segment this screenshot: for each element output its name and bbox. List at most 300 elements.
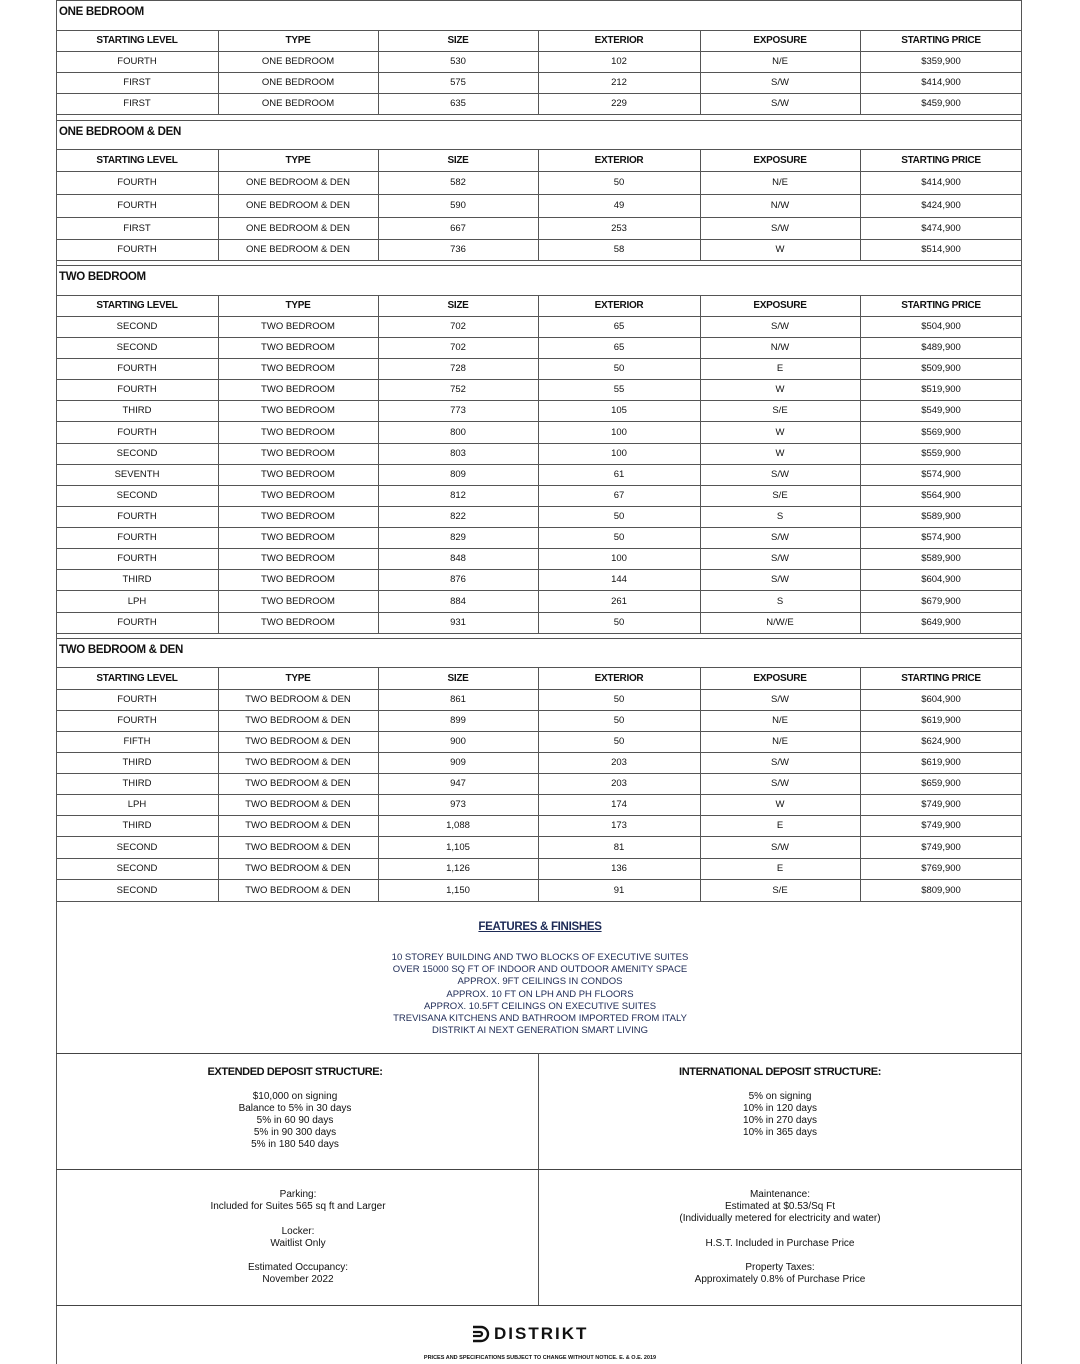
exterior-cell: 50: [613, 715, 625, 726]
column-header-exposure: EXPOSURE: [753, 300, 807, 311]
international-deposit-list: [635, 1091, 925, 1139]
starting-price-cell: $564,900: [921, 490, 961, 501]
column-header-exterior: EXTERIOR: [594, 672, 644, 684]
table-row: [56, 569, 1022, 590]
size-cell: 635: [450, 98, 466, 109]
table-row: [56, 72, 1022, 93]
starting-level-cell: THIRD: [122, 405, 152, 416]
starting-price-cell: $414,900: [921, 177, 961, 188]
starting-price-cell: $769,900: [921, 863, 961, 874]
starting-price-cell: $514,900: [921, 244, 961, 255]
type-cell: TWO BEDROOM: [261, 342, 335, 353]
column-header-exposure: EXPOSURE: [753, 672, 807, 684]
type-cell: TWO BEDROOM: [261, 617, 335, 628]
column-divider: [700, 149, 701, 260]
table-row: [56, 710, 1022, 731]
exposure-cell: S/W: [771, 532, 789, 543]
size-cell: 900: [450, 736, 466, 747]
deposit-line: 5% on signing: [748, 1091, 812, 1102]
type-cell: ONE BEDROOM & DEN: [246, 244, 350, 255]
exposure-cell: E: [776, 363, 784, 374]
type-cell: TWO BEDROOM & DEN: [245, 694, 351, 705]
starting-price-cell: $424,900: [921, 200, 961, 211]
feature-item: 10 STOREY BUILDING AND TWO BLOCKS OF EXECUTIVE SUITES: [391, 952, 689, 963]
exterior-cell: 173: [611, 820, 627, 831]
type-cell: TWO BEDROOM & DEN: [245, 736, 351, 747]
exterior-cell: 65: [613, 321, 625, 332]
column-divider: [860, 667, 861, 901]
tax-label: Property Taxes:: [745, 1262, 815, 1273]
starting-price-cell: $509,900: [921, 363, 961, 374]
starting-price-cell: $574,900: [921, 469, 961, 480]
size-cell: 931: [450, 617, 466, 628]
exterior-cell: 100: [611, 448, 627, 459]
type-cell: TWO BEDROOM: [261, 490, 335, 501]
starting-level-cell: FOURTH: [117, 553, 157, 564]
column-divider: [218, 667, 219, 901]
table-row: [56, 316, 1022, 337]
exposure-cell: W: [775, 799, 785, 810]
type-cell: TWO BEDROOM: [261, 363, 335, 374]
exterior-cell: 91: [613, 884, 625, 896]
size-cell: 752: [450, 384, 466, 395]
size-cell: 876: [450, 574, 466, 585]
exposure-cell: N/E: [772, 715, 788, 726]
size-cell: 812: [450, 490, 466, 501]
section-title: ONE BEDROOM: [59, 6, 144, 18]
starting-level-cell: SECOND: [116, 490, 158, 501]
exposure-cell: N/W: [770, 200, 790, 211]
exterior-cell: 49: [613, 200, 625, 211]
section-title: TWO BEDROOM & DEN: [59, 644, 183, 656]
exposure-cell: N/W/E: [766, 617, 794, 628]
maintenance-info: [620, 1189, 940, 1225]
exterior-cell: 203: [611, 778, 627, 789]
tax-value: Approximately 0.8% of Purchase Price: [694, 1274, 866, 1285]
column-divider: [218, 149, 219, 260]
column-header-size: SIZE: [447, 154, 469, 166]
type-cell: TWO BEDROOM: [261, 511, 335, 522]
starting-level-cell: FOURTH: [117, 200, 157, 211]
starting-level-cell: FOURTH: [117, 694, 157, 705]
exterior-cell: 50: [613, 177, 625, 188]
feature-item: DISTRIKT AI NEXT GENERATION SMART LIVING: [431, 1025, 649, 1037]
starting-level-cell: FOURTH: [117, 532, 157, 543]
type-cell: TWO BEDROOM: [261, 384, 335, 395]
column-header-type: TYPE: [285, 154, 311, 166]
column-header-starting-level: STARTING LEVEL: [96, 672, 178, 684]
type-cell: ONE BEDROOM: [261, 77, 335, 88]
exposure-cell: W: [775, 244, 785, 255]
size-cell: 829: [450, 532, 466, 543]
size-cell: 1,088: [446, 820, 470, 831]
starting-price-cell: $589,900: [921, 553, 961, 564]
starting-price-cell: $549,900: [921, 405, 961, 416]
column-header-type: TYPE: [285, 672, 311, 684]
center-divider: [538, 1053, 539, 1305]
column-divider: [378, 30, 379, 114]
column-header-type: TYPE: [285, 300, 311, 311]
distrikt-logo: [472, 1324, 588, 1344]
starting-level-cell: FOURTH: [117, 511, 157, 522]
column-divider: [218, 30, 219, 114]
size-cell: 947: [450, 778, 466, 789]
column-header-starting-price: STARTING PRICE: [901, 154, 981, 166]
table-row: [56, 815, 1022, 836]
size-cell: 809: [450, 469, 466, 480]
size-cell: 773: [450, 405, 466, 416]
divider: [56, 1053, 1022, 1054]
size-cell: 861: [450, 694, 466, 705]
column-header-starting-price: STARTING PRICE: [901, 300, 981, 311]
section-divider: [56, 120, 1022, 121]
starting-price-cell: $574,900: [921, 532, 961, 543]
starting-level-cell: FIFTH: [123, 736, 151, 747]
locker-label: Locker:: [281, 1226, 315, 1237]
starting-price-cell: $489,900: [921, 342, 961, 353]
exterior-cell: 229: [611, 98, 627, 109]
column-header-exterior: EXTERIOR: [594, 35, 644, 46]
exterior-cell: 50: [613, 694, 625, 705]
table-row: [56, 421, 1022, 443]
starting-level-cell: FOURTH: [117, 426, 157, 438]
exposure-cell: S/W: [771, 321, 789, 332]
divider: [56, 1169, 1022, 1170]
exposure-cell: S/W: [771, 77, 789, 88]
occupancy-info: [150, 1262, 446, 1286]
exposure-cell: S/W: [771, 778, 789, 789]
starting-price-cell: $749,900: [921, 841, 961, 853]
table-row: [56, 612, 1022, 633]
starting-level-cell: LPH: [127, 595, 147, 607]
starting-price-cell: $604,900: [921, 574, 961, 585]
parking-value: Included for Suites 565 sq ft and Larger: [210, 1201, 386, 1212]
exterior-cell: 102: [611, 56, 627, 67]
starting-price-cell: $749,900: [921, 820, 961, 831]
starting-level-cell: FIRST: [123, 77, 151, 88]
exposure-cell: S/E: [772, 405, 788, 416]
type-cell: ONE BEDROOM & DEN: [246, 222, 350, 234]
type-cell: TWO BEDROOM & DEN: [245, 799, 351, 810]
table-row: [56, 527, 1022, 548]
column-header-size: SIZE: [447, 300, 469, 311]
size-cell: 582: [450, 177, 466, 188]
table-rule: [56, 633, 1022, 634]
feature-item: APPROX. 9FT CEILINGS IN CONDOS: [457, 976, 623, 988]
column-divider: [538, 149, 539, 260]
section-title: TWO BEDROOM: [59, 271, 146, 283]
starting-level-cell: THIRD: [122, 820, 152, 831]
exposure-cell: S/W: [771, 98, 789, 109]
starting-price-cell: $749,900: [921, 799, 961, 810]
exposure-cell: S/E: [772, 884, 788, 896]
starting-level-cell: FOURTH: [117, 715, 157, 726]
table-row: [56, 548, 1022, 569]
column-divider: [700, 30, 701, 114]
column-header-exposure: EXPOSURE: [753, 35, 807, 46]
size-cell: 728: [450, 363, 466, 374]
disclaimer: PRICES AND SPECIFICATIONS SUBJECT TO CHANGE WITHOUT NOTICE. E. & O.E. 2019: [423, 1355, 657, 1361]
type-cell: TWO BEDROOM & DEN: [245, 863, 351, 874]
starting-price-cell: $679,900: [921, 595, 961, 607]
column-header-exterior: EXTERIOR: [594, 300, 644, 311]
exterior-cell: 65: [613, 342, 625, 353]
exposure-cell: N/E: [772, 736, 788, 747]
brand-name: DISTRIKT: [494, 1324, 589, 1343]
distrikt-mark-icon: [472, 1325, 490, 1343]
type-cell: TWO BEDROOM: [261, 405, 335, 416]
starting-level-cell: FOURTH: [117, 617, 157, 628]
exposure-cell: S/W: [771, 469, 789, 480]
table-row: [56, 485, 1022, 506]
size-cell: 803: [450, 448, 466, 459]
exterior-cell: 253: [611, 222, 627, 234]
table-row: [56, 93, 1022, 114]
column-header-starting-level: STARTING LEVEL: [96, 35, 178, 46]
starting-price-cell: $504,900: [921, 321, 961, 332]
table-row: [56, 358, 1022, 379]
size-cell: 702: [450, 342, 466, 353]
starting-price-cell: $414,900: [921, 77, 961, 88]
section-title: ONE BEDROOM & DEN: [59, 126, 182, 138]
exterior-cell: 50: [613, 736, 625, 747]
feature-item: APPROX. 10.5FT CEILINGS ON EXECUTIVE SUITES: [423, 1000, 657, 1012]
table-row: [56, 217, 1022, 239]
size-cell: 822: [450, 511, 466, 522]
type-cell: TWO BEDROOM & DEN: [245, 715, 351, 726]
column-header-starting-price: STARTING PRICE: [901, 672, 981, 684]
feature-item: TREVISANA KITCHENS AND BATHROOM IMPORTED FROM ITALY: [393, 1013, 687, 1025]
locker-info: [150, 1226, 446, 1250]
table-row: [56, 879, 1022, 901]
deposit-line: 10% in 120 days: [743, 1103, 817, 1114]
type-cell: TWO BEDROOM: [261, 532, 335, 543]
locker-value: Waitlist Only: [270, 1238, 326, 1249]
exposure-cell: S/W: [771, 553, 789, 564]
table-row: [56, 752, 1022, 773]
exterior-cell: 50: [613, 532, 625, 543]
size-cell: 909: [450, 757, 466, 768]
size-cell: 575: [450, 77, 466, 88]
column-divider: [218, 295, 219, 633]
starting-level-cell: FOURTH: [117, 56, 157, 67]
exterior-cell: 81: [613, 841, 625, 853]
section-divider: [56, 638, 1022, 639]
exposure-cell: S: [776, 595, 784, 607]
type-cell: TWO BEDROOM & DEN: [245, 820, 351, 831]
extended-deposit-title: EXTENDED DEPOSIT STRUCTURE:: [207, 1066, 383, 1078]
deposit-line: 5% in 60 90 days: [256, 1115, 334, 1126]
starting-level-cell: THIRD: [122, 778, 152, 789]
exposure-cell: S/W: [771, 757, 789, 768]
starting-level-cell: FIRST: [123, 98, 151, 109]
deposit-line: 10% in 365 days: [743, 1127, 817, 1138]
exterior-cell: 100: [611, 553, 627, 564]
table-row: [56, 590, 1022, 612]
starting-level-cell: SECOND: [116, 448, 158, 459]
maintenance-note: (Individually metered for electricity and water): [679, 1213, 881, 1224]
starting-price-cell: $624,900: [921, 736, 961, 747]
starting-price-cell: $559,900: [921, 448, 961, 459]
starting-price-cell: $659,900: [921, 778, 961, 789]
exposure-cell: N/E: [772, 177, 788, 188]
table-row: [56, 51, 1022, 72]
feature-item: OVER 15000 SQ FT OF INDOOR AND OUTDOOR AMENITY SPACE: [392, 964, 688, 976]
exterior-cell: 50: [613, 511, 625, 522]
column-header-starting-price: STARTING PRICE: [901, 35, 981, 46]
occupancy-value: November 2022: [262, 1274, 334, 1285]
section-divider: [56, 0, 1022, 1]
starting-price-cell: $649,900: [921, 617, 961, 628]
table-row: [56, 400, 1022, 421]
table-row: [56, 858, 1022, 879]
type-cell: ONE BEDROOM: [261, 56, 335, 67]
deposit-line: 5% in 180 540 days: [251, 1139, 339, 1150]
table-row: [56, 443, 1022, 464]
column-divider: [700, 295, 701, 633]
type-cell: TWO BEDROOM: [261, 321, 335, 332]
size-cell: 1,150: [446, 884, 470, 896]
deposit-line: 10% in 270 days: [743, 1115, 817, 1126]
exterior-cell: 144: [611, 574, 627, 585]
size-cell: 667: [450, 222, 466, 234]
starting-level-cell: SECOND: [116, 863, 158, 874]
starting-level-cell: FOURTH: [117, 384, 157, 395]
table-header-row: [56, 667, 1022, 689]
table-row: [56, 194, 1022, 217]
starting-price-cell: $619,900: [921, 715, 961, 726]
table-header-row: [56, 149, 1022, 171]
size-cell: 1,105: [446, 841, 470, 853]
features-title: FEATURES & FINISHES: [478, 921, 602, 933]
starting-level-cell: THIRD: [122, 574, 152, 585]
column-header-size: SIZE: [447, 35, 469, 46]
section-divider: [56, 265, 1022, 266]
exterior-cell: 50: [613, 617, 625, 628]
starting-level-cell: SECOND: [116, 321, 158, 332]
starting-price-cell: $589,900: [921, 511, 961, 522]
table-row: [56, 836, 1022, 858]
type-cell: TWO BEDROOM: [261, 553, 335, 564]
maintenance-label: Maintenance:: [749, 1189, 811, 1200]
size-cell: 973: [450, 799, 466, 810]
type-cell: TWO BEDROOM & DEN: [245, 841, 351, 853]
parking-label: Parking:: [279, 1189, 317, 1200]
size-cell: 702: [450, 321, 466, 332]
starting-price-cell: $604,900: [921, 694, 961, 705]
type-cell: TWO BEDROOM: [261, 469, 335, 480]
exposure-cell: S/W: [771, 574, 789, 585]
column-header-exterior: EXTERIOR: [594, 154, 644, 166]
column-divider: [538, 667, 539, 901]
column-divider: [538, 295, 539, 633]
starting-level-cell: FIRST: [123, 222, 151, 234]
type-cell: TWO BEDROOM: [261, 574, 335, 585]
exterior-cell: 261: [611, 595, 627, 607]
starting-price-cell: $474,900: [921, 222, 961, 234]
starting-price-cell: $519,900: [921, 384, 961, 395]
starting-level-cell: LPH: [127, 799, 147, 810]
column-divider: [378, 295, 379, 633]
table-header-row: [56, 295, 1022, 316]
divider: [56, 1305, 1022, 1306]
exterior-cell: 50: [613, 363, 625, 374]
starting-level-cell: SECOND: [116, 841, 158, 853]
column-divider: [700, 667, 701, 901]
starting-price-cell: $359,900: [921, 56, 961, 67]
column-header-starting-level: STARTING LEVEL: [96, 154, 178, 166]
exposure-cell: S/E: [772, 490, 788, 501]
column-divider: [860, 295, 861, 633]
exposure-cell: W: [775, 384, 785, 395]
size-cell: 530: [450, 56, 466, 67]
exposure-cell: W: [775, 426, 785, 438]
type-cell: TWO BEDROOM & DEN: [245, 778, 351, 789]
starting-level-cell: SECOND: [116, 884, 158, 896]
exterior-cell: 203: [611, 757, 627, 768]
exterior-cell: 136: [611, 863, 627, 874]
type-cell: TWO BEDROOM: [261, 426, 335, 438]
column-header-starting-level: STARTING LEVEL: [96, 300, 178, 311]
column-header-exposure: EXPOSURE: [753, 154, 807, 166]
exterior-cell: 100: [611, 426, 627, 438]
type-cell: TWO BEDROOM & DEN: [245, 757, 351, 768]
exposure-cell: S/W: [771, 694, 789, 705]
starting-level-cell: SEVENTH: [114, 469, 160, 480]
table-row: [56, 379, 1022, 400]
size-cell: 800: [450, 426, 466, 438]
starting-price-cell: $619,900: [921, 757, 961, 768]
starting-price-cell: $809,900: [921, 884, 961, 896]
size-cell: 1,126: [446, 863, 470, 874]
table-row: [56, 773, 1022, 794]
deposit-line: 5% in 90 300 days: [253, 1127, 337, 1138]
exterior-cell: 105: [611, 405, 627, 416]
feature-item: APPROX. 10 FT ON LPH AND PH FLOORS: [446, 988, 634, 1000]
column-divider: [378, 149, 379, 260]
maintenance-value: Estimated at $0.53/Sq Ft: [724, 1201, 836, 1212]
table-rule: [56, 901, 1022, 902]
size-cell: 590: [450, 200, 466, 211]
parking-info: [150, 1189, 446, 1213]
size-cell: 899: [450, 715, 466, 726]
starting-level-cell: FOURTH: [117, 363, 157, 374]
table-rule: [56, 260, 1022, 261]
exterior-cell: 61: [613, 469, 625, 480]
type-cell: ONE BEDROOM: [261, 98, 335, 109]
table-row: [56, 506, 1022, 527]
starting-level-cell: FOURTH: [117, 244, 157, 255]
exterior-cell: 55: [613, 384, 625, 395]
exterior-cell: 67: [613, 490, 625, 501]
exposure-cell: E: [776, 820, 784, 831]
column-divider: [860, 30, 861, 114]
exposure-cell: N/E: [772, 56, 788, 67]
type-cell: TWO BEDROOM: [261, 448, 335, 459]
table-header-row: [56, 30, 1022, 51]
column-header-type: TYPE: [285, 35, 311, 46]
table-row: [56, 337, 1022, 358]
exterior-cell: 174: [611, 799, 627, 810]
starting-level-cell: SECOND: [116, 342, 158, 353]
exposure-cell: W: [775, 448, 785, 459]
type-cell: ONE BEDROOM & DEN: [246, 200, 350, 211]
column-divider: [860, 149, 861, 260]
features-list: [340, 952, 740, 1037]
starting-price-cell: $459,900: [921, 98, 961, 109]
starting-price-cell: $569,900: [921, 426, 961, 438]
table-row: [56, 689, 1022, 710]
